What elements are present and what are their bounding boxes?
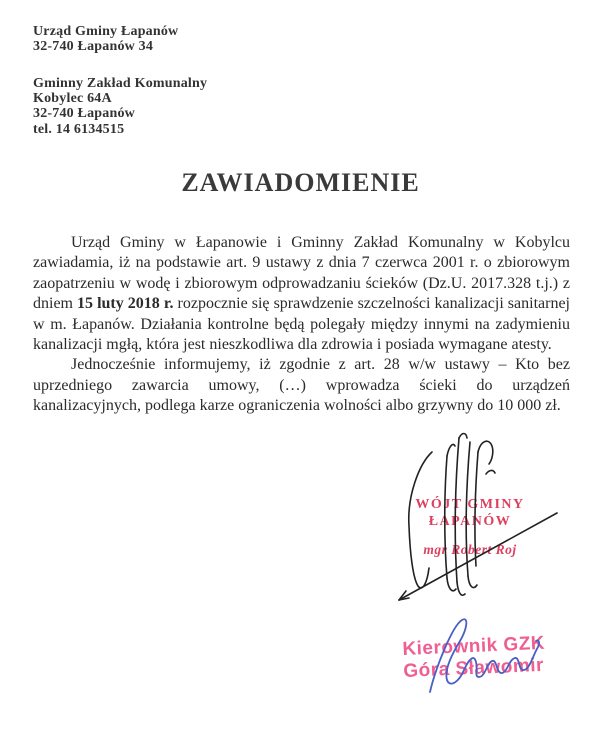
recipient-name: Gminny Zakład Komunalny [33,76,208,91]
paragraph-2: Jednocześnie informujemy, iż zgodnie z art. 28 w/w ustawy – Kto bez uprzedniego zawarcia umowy, (…) wprowadza ścieki do urządzeń kanalizacyjnych, podlega karze ograniczenia wolności albo grzywny do 10 000 zł. [33,356,570,415]
gzk-handwritten-signature [418,606,553,701]
paragraph-1 [33,233,570,355]
gzk-stamp-line-1: Kierownik GZK [402,632,546,660]
notification-body [33,233,570,417]
inspection-date: 15 luty 2018 r. [77,295,174,313]
recipient-city: 32-740 Łapanów [33,106,135,122]
sender-address: 32-740 Łapanów 34 [33,39,154,55]
recipient-phone: tel. 14 6134515 [33,121,125,137]
sender-address-block [33,24,178,54]
paragraph-1-before-date: Urząd Gminy w Łapanowie i Gminny Zakład Komunalny w Kobylcu zawiadamia, iż na podstawie art. 9 ustawy z dnia 7 czerwca 2001 r. o zbiorowym zaopatrzeniu w wodę i zbiorowym odprowadzaniu ścieków (Dz.U. 2017.328 t.j.) z dniem [33,234,570,313]
sender-name: Urząd Gminy Łapanów [33,24,179,39]
document-title: ZAWIADOMIENIE [181,168,420,197]
gzk-stamp-line-2: Góra Sławomir [402,654,545,682]
wojt-stamp-line-2: ŁAPANÓW [428,514,512,529]
recipient-address-block [33,76,207,137]
wojt-stamp-line-1: WÓJT GMINY [415,497,525,512]
wojt-stamp-signatory: mgr Robert Roj [423,542,517,557]
paragraph-1-after-date: rozpocznie się sprawdzenie szczelności kanalizacji sanitarnej w m. Łapanów. Działania kontrolne będą polegały między innymi na zadymieniu kanalizacji mgłą, która jest nieszkodliwa dla zdrowia i posiada wymagane atesty. [33,295,570,354]
wojt-handwritten-signature [383,426,565,616]
recipient-street: Kobylec 64A [33,91,112,107]
